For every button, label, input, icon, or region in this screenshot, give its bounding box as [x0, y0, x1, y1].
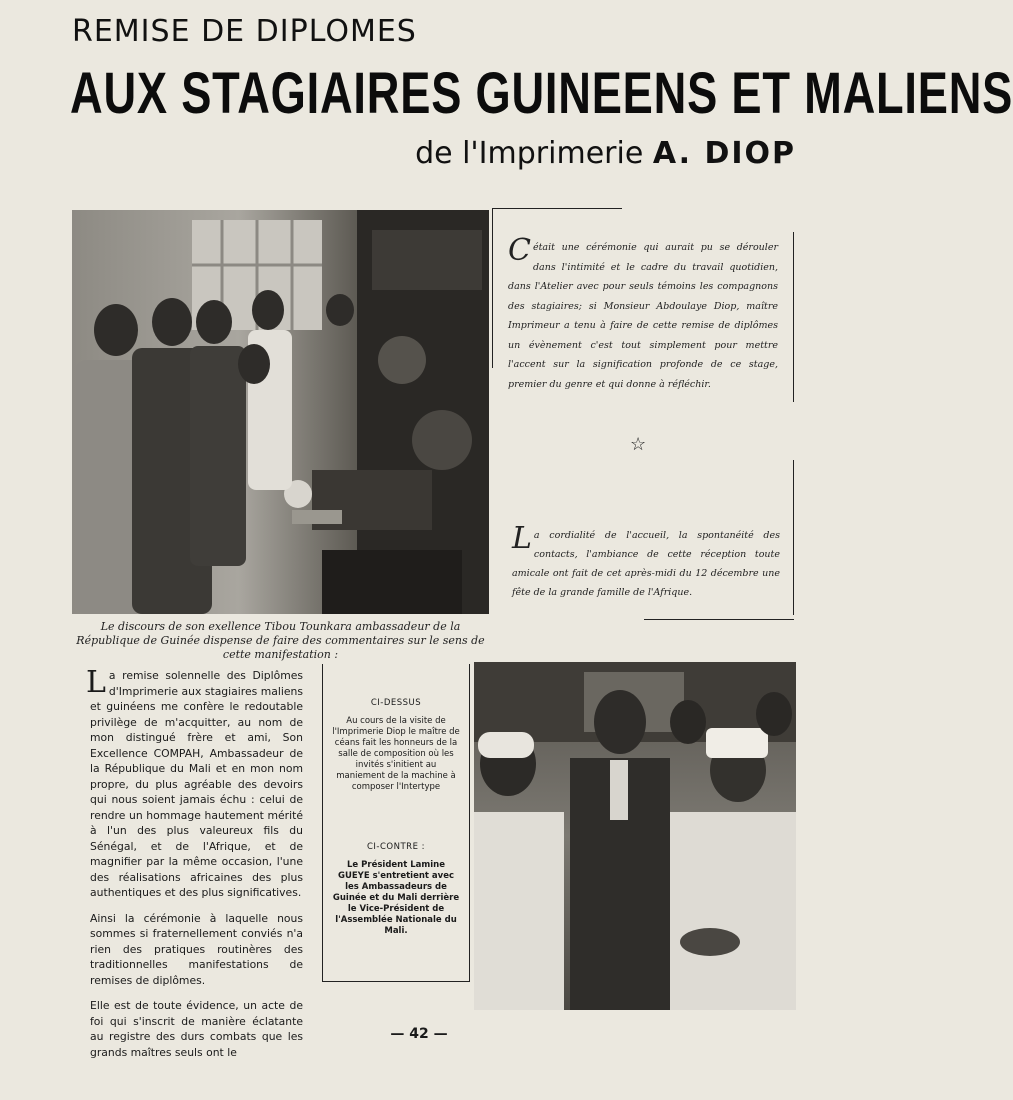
subheadline — [415, 136, 796, 171]
cordial-box-rule — [793, 460, 794, 615]
photo-officials-group-illustration — [474, 662, 796, 1010]
cordial-text: a cordialité de l'accueil, la spontanéité des contacts, l'ambiance de cette réception toute amicale ont fait de cet après-midi du 12 décembre une fête de la grande famille de l'Afrique. — [512, 530, 780, 598]
page-number: — 42 — — [390, 1026, 448, 1042]
caption-sidebar — [322, 664, 470, 982]
body-paragraph — [86, 665, 303, 901]
subhead-name: A. DIOP — [652, 136, 796, 171]
photo-printing-press-illustration — [72, 210, 489, 614]
sidebar-caption-opposite: Le Président Lamine GUEYE s'entretient avec les Ambassadeurs de Guinée et du Mali derrière le Vice-Président de l'Assemblée Nationale du Mali. — [332, 860, 460, 936]
intro-text: était une cérémonie qui aurait pu se dérouler dans l'intimité et le cadre du travail quotidien, dans l'Atelier avec pour seuls témoins les compagnons des stagiaires; si Monsieur Abdoulaye Diop, maître Imprimeur a tenu à faire de cette remise de diplômes un évènement c'est tout simplement pour mettre l'accent sur la signification profonde de ce stage, premier du genre et qui donne à réfléchir. — [508, 242, 778, 390]
body-paragraph-3: Elle est de toute évidence, un acte de foi qui s'inscrit de manière éclatante au registre des durs combats que les grands maîtres seuls ont le — [90, 999, 303, 1059]
cordial-paragraph — [512, 521, 780, 602]
intro-dropcap: C — [508, 233, 531, 268]
photo1-caption: Le discours de son exellence Tibou Tounkara ambassadeur de la République de Guinée dispense de faire des commentaires sur le sens de cette manifestation : — [76, 620, 485, 661]
cordial-dropcap: L — [512, 521, 532, 556]
star-icon: ☆ — [630, 434, 647, 455]
cordial-box — [508, 460, 794, 620]
photo-printing-press — [72, 210, 489, 614]
headline: AUX STAGIAIRES GUINEENS ET MALIENS — [70, 61, 1013, 126]
subhead-prefix: de l'Imprimerie — [415, 136, 644, 171]
sidebar-title-opposite: CI-CONTRE : — [366, 842, 426, 852]
sidebar-rule — [322, 981, 470, 982]
intro-paragraph — [508, 233, 778, 394]
intro-box-rule — [492, 208, 493, 368]
photo-officials-group — [474, 662, 796, 1010]
intro-box — [492, 208, 794, 396]
sidebar-title-above: CI-DESSUS — [370, 698, 422, 708]
kicker-title: REMISE DE DIPLOMES — [72, 14, 417, 49]
sidebar-rule — [322, 664, 323, 982]
intro-box-rule — [793, 232, 794, 402]
sidebar-caption-above: Au cours de la visite de l'Imprimerie Diop le maître de céans fait les honneurs de la salle de composition où les invités s'initient au maniement de la machine à composer l'Intertype — [332, 716, 460, 792]
cordial-box-rule — [644, 619, 794, 620]
body-paragraph-2: Ainsi la cérémonie à laquelle nous sommes si fraternellement conviés n'a rien des pratiques routinères des traditionnelles manifestations de remises de diplômes. — [90, 911, 303, 987]
body-paragraph-1: a remise solennelle des Diplômes d'Imprimerie aux stagiaires maliens et guinéens me confère le redoutable privilège de m'acquitter, au nom de mon distingué frère et ami, Son Excellence COMPAH, Ambassadeur de la République du Mali et en mon nom propre, du plus agréable des devoirs qui nous soient jamais échu : celui de rendre un hommage hautement mérité à l'un des plus valeureux fils du Sénégal, et de l'Afrique, et de magnifier par la même occasion, l'une des réalisations africaines des plus authentiques et des plus significatives. — [90, 669, 303, 899]
sidebar-rule — [469, 664, 470, 982]
intro-box-rule — [492, 208, 622, 209]
body-dropcap: L — [86, 665, 106, 700]
body-column — [86, 665, 303, 1070]
